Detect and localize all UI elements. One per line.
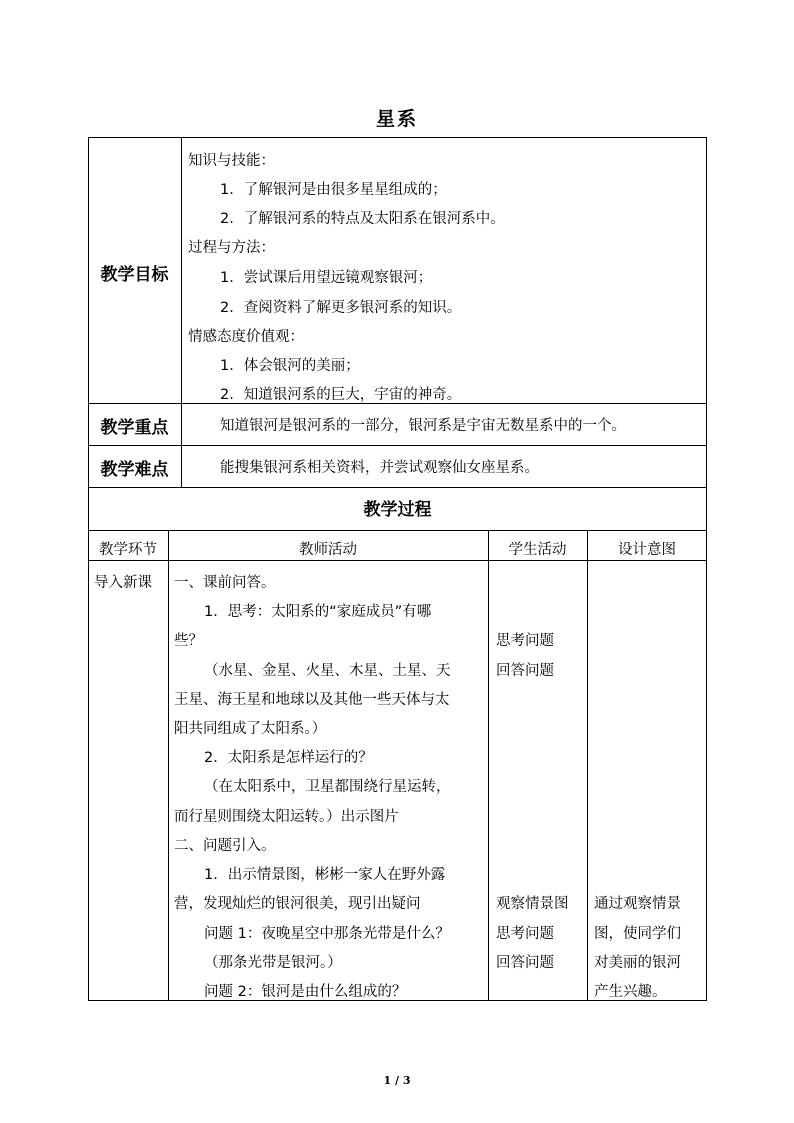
student-line: 回答问题 [496,663,554,679]
objectives-line: 过程与方法： [188,240,275,256]
teacher-line: 问题 2：银河是由什么组成的？ [204,984,407,1000]
teacher-line: （那条光带是银河。） [204,955,342,971]
teacher-line: 阳共同组成了太阳系。） [174,721,327,737]
teacher-line: 1．出示情景图，彬彬一家人在野外露 [204,867,446,883]
objectives-line: 2．知道银河系的巨大，宇宙的神奇。 [220,387,462,403]
header-stage: 教学环节 [99,542,157,558]
col-divider [181,137,182,487]
row-divider [88,487,707,488]
student-line: 回答问题 [496,955,554,971]
header-student: 学生活动 [508,542,567,558]
col-divider [587,530,588,1001]
intent-line: 对美丽的银河 [594,955,681,971]
student-line: 思考问题 [496,926,554,942]
stage-cell: 导入新课 [94,575,152,591]
teacher-line: 1．思考：太阳系的“家庭成员”有哪 [204,604,432,620]
process-title: 教学过程 [363,500,432,520]
col-divider [488,530,489,1001]
teacher-line: 二、问题引入。 [174,838,276,854]
teacher-line: 问题 1：夜晚星空中那条光带是什么？ [204,926,450,942]
student-line: 思考问题 [496,633,554,649]
intent-line: 通过观察情景 [594,896,681,912]
difficulties-label: 教学难点 [100,460,169,480]
page-title: 星系 [375,108,418,130]
page-number: 1 / 3 [383,1074,411,1087]
objectives-line: 2．查阅资料了解更多银河系的知识。 [220,300,462,316]
objectives-line: 1．体会银河的美丽； [220,358,360,374]
intent-line: 产生兴趣。 [594,984,667,1000]
teacher-line: 些？ [174,633,203,649]
objectives-line: 1．尝试课后用望远镜观察银河； [220,270,433,286]
teacher-line: 2．太阳系是怎样运行的？ [204,750,373,766]
teacher-line: 而行星则围绕太阳运转。）出示图片 [174,809,399,825]
teacher-line: （水星、金星、火星、木星、土星、天 [204,663,451,679]
key-points-text: 知道银河是银河系的一部分，银河系是宇宙无数星系中的一个。 [220,418,626,434]
objectives-line: 情感态度价值观： [188,329,304,345]
teacher-line: （在太阳系中，卫星都围绕行星运转， [204,779,451,795]
teacher-line: 王星、海王星和地球以及其他一些天体与太 [174,692,450,708]
objectives-label: 教学目标 [100,265,169,285]
student-line: 观察情景图 [496,896,569,912]
teacher-line: 营，发现灿烂的银河很美，现引出疑问 [174,896,421,912]
intent-line: 图，使同学们 [594,926,681,942]
header-intent: 设计意图 [618,542,676,558]
difficulties-text: 能搜集银河系相关资料，并尝试观察仙女座星系。 [220,460,539,476]
objectives-line: 知识与技能： [188,153,275,169]
objectives-line: 2．了解银河系的特点及太阳系在银河系中。 [220,211,505,227]
col-divider [168,530,169,1001]
objectives-line: 1．了解银河是由很多星星组成的； [220,182,447,198]
header-teacher: 教师活动 [299,542,357,558]
row-divider [88,530,707,531]
key-points-label: 教学重点 [100,418,169,438]
teacher-line: 一、课前问答。 [174,575,276,591]
row-divider [88,560,707,561]
